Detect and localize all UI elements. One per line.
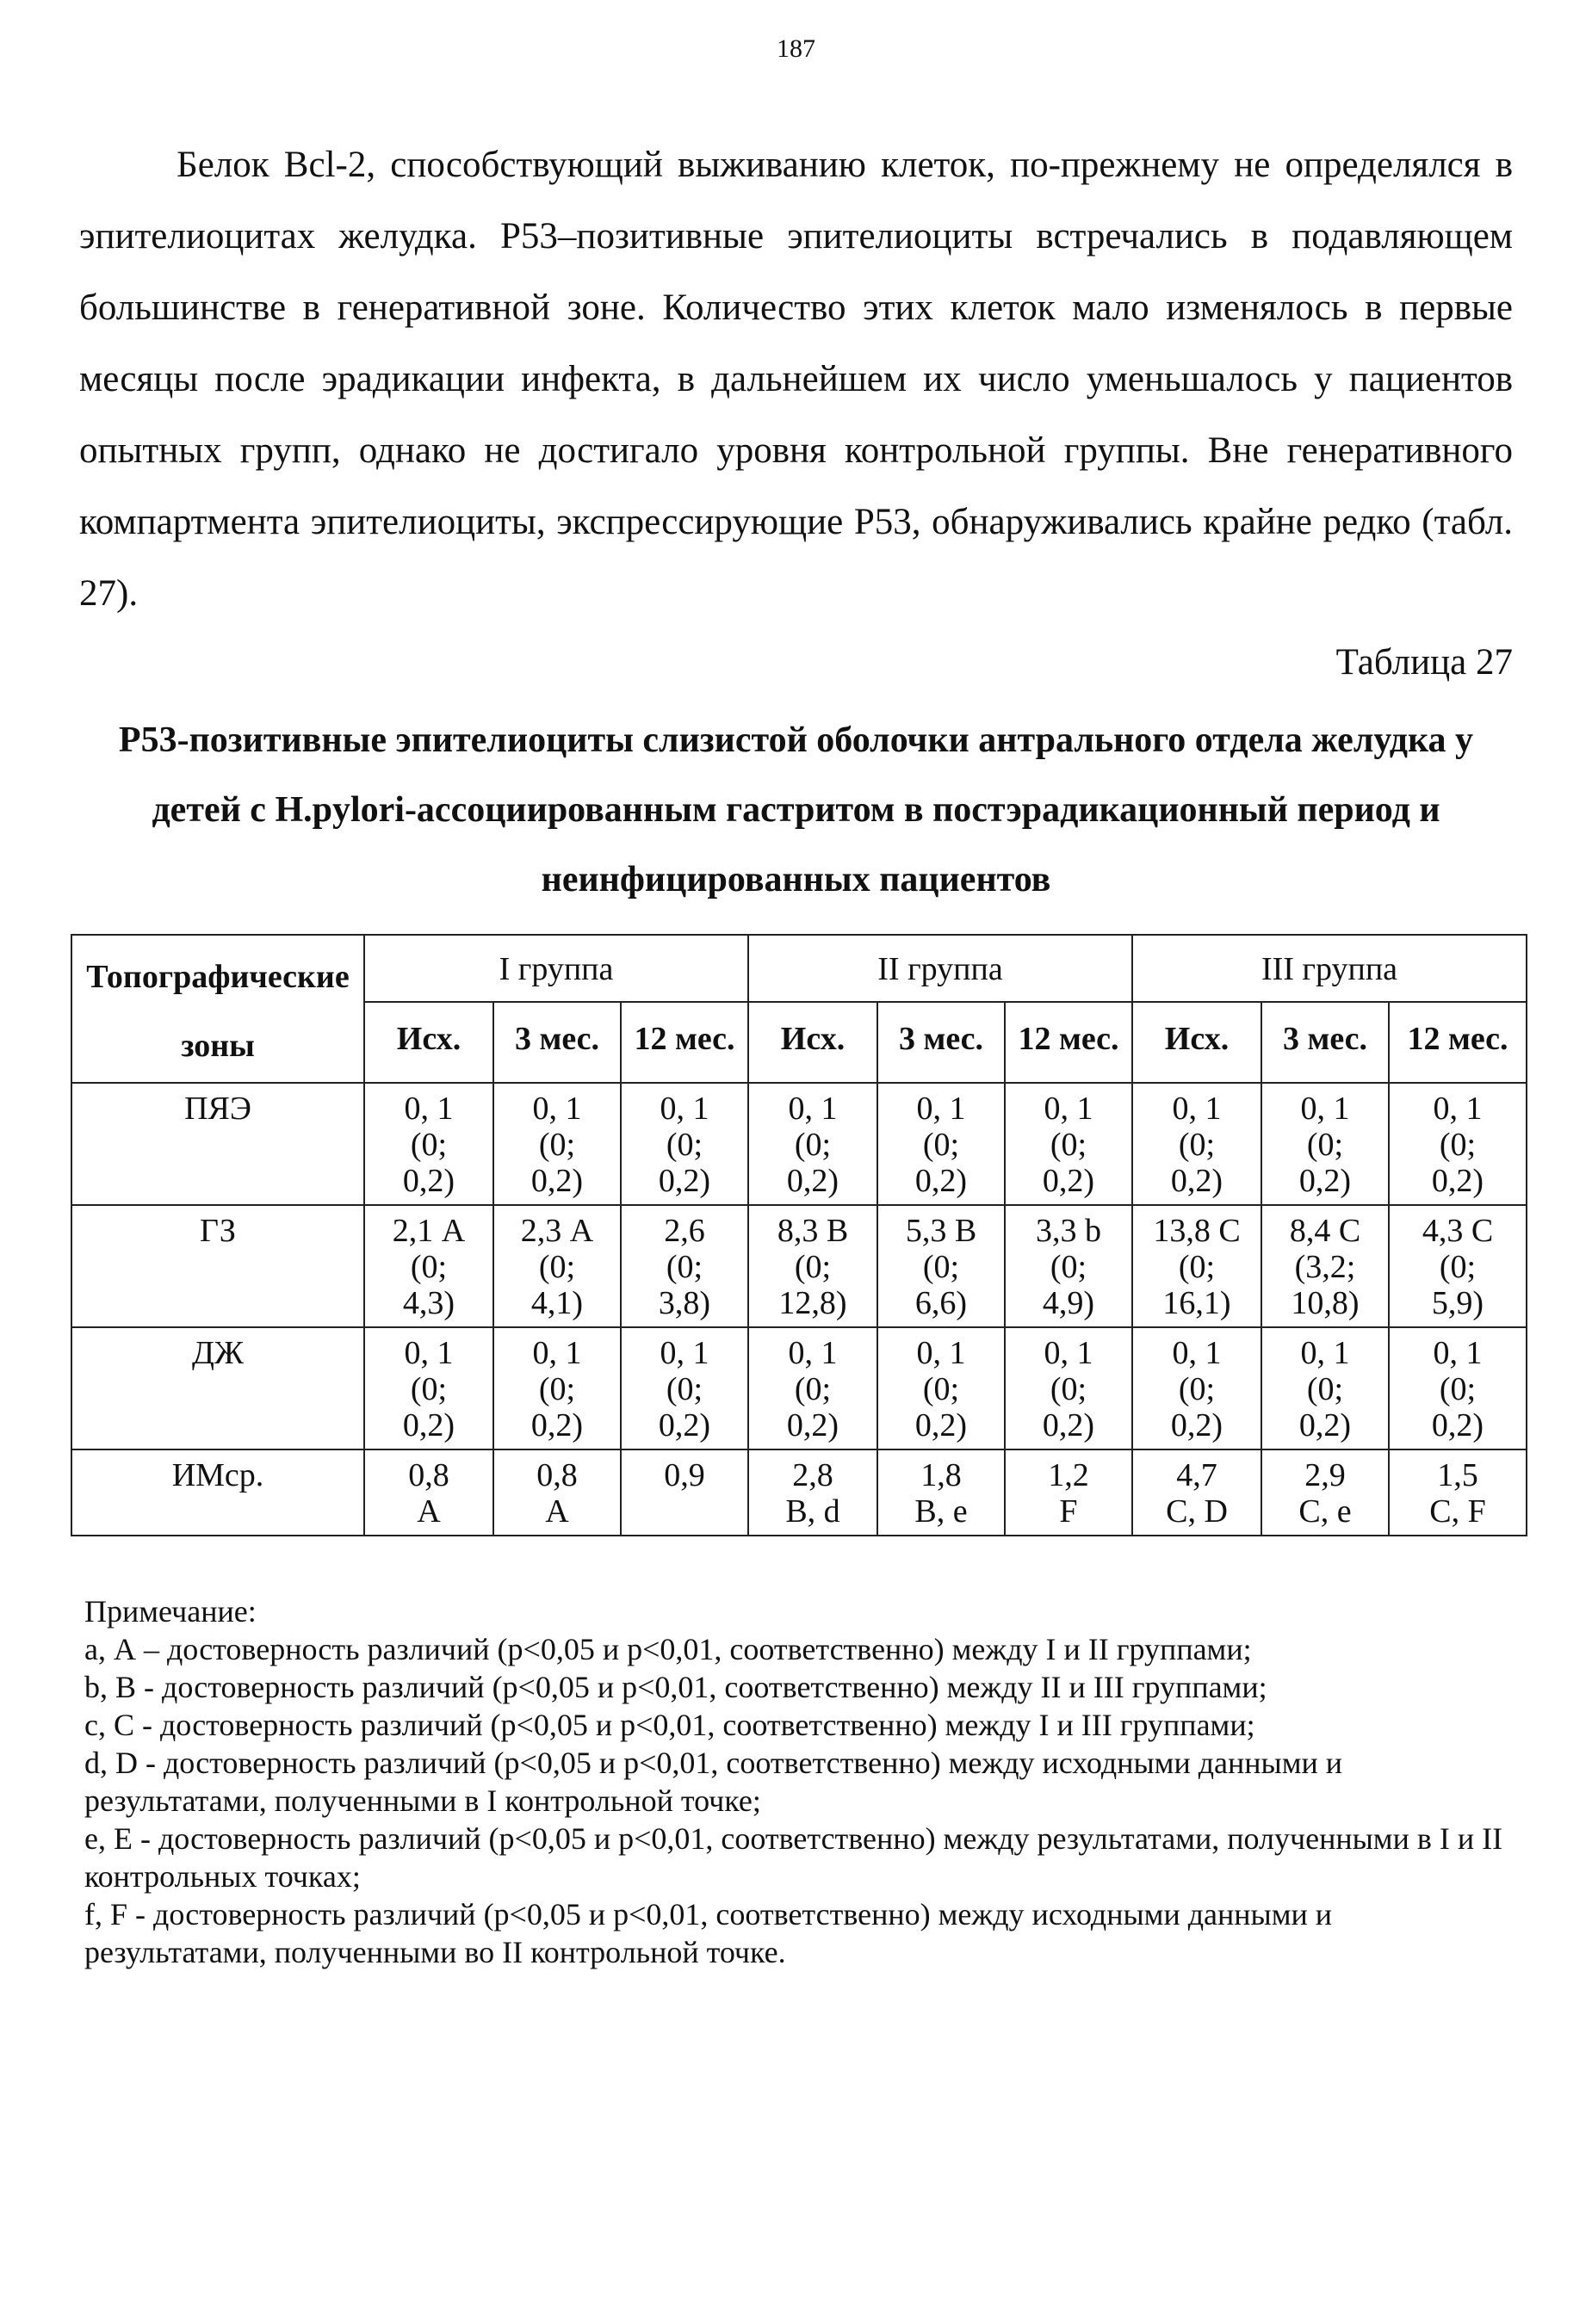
cell-value-line: 4,9) [1042, 1285, 1095, 1321]
cell-value-line: В, d [785, 1493, 840, 1530]
cell-value-line: 0, 1 [532, 1091, 582, 1127]
table-group-header-row [71, 935, 1527, 1002]
cell-value-line: 10,8) [1291, 1285, 1360, 1321]
cell-value-line: А [545, 1493, 569, 1530]
cell-value-line: (0; [1050, 1249, 1087, 1285]
value-cell [877, 1205, 1005, 1327]
cell-value-line: (0; [1178, 1127, 1216, 1163]
note-line: с, С - достоверность различий (р<0,05 и р<0,01, соответственно) между I и III группами; [84, 1708, 1255, 1742]
cell-value-line: 12,8) [778, 1285, 847, 1321]
value-cell [364, 1205, 493, 1327]
value-cell [877, 1327, 1005, 1449]
sub-header-3-months: 3 мес. [877, 1002, 1005, 1083]
sub-header-12-months: 12 мес. [1389, 1002, 1527, 1083]
value-cell [364, 1327, 493, 1449]
table-row [71, 1083, 1527, 1205]
cell-value-line: 2,8 [792, 1457, 833, 1493]
cell-value-line: (0; [666, 1371, 703, 1407]
cell-value-line: (0; [1439, 1249, 1477, 1285]
cell-value-line: 2,3 А [520, 1213, 594, 1249]
cell-value-line: 5,3 В [905, 1213, 977, 1249]
cell-value-line: 3,3 b [1036, 1213, 1101, 1249]
value-cell [748, 1449, 877, 1536]
table-label: Таблица 27 [1335, 642, 1513, 683]
value-cell [364, 1449, 493, 1536]
cell-value-line: (0; [794, 1371, 832, 1407]
cell-value-line: 0, 1 [1300, 1335, 1350, 1371]
cell-value-line: (3,2; [1294, 1249, 1356, 1285]
cell-value-line: 0,2) [914, 1163, 968, 1199]
cell-value-line: (0; [1050, 1371, 1087, 1407]
cell-value-line: 0,2) [1042, 1407, 1095, 1443]
value-cell [1261, 1327, 1389, 1449]
cell-value-line: 8,3 В [777, 1213, 849, 1249]
value-cell [493, 1449, 621, 1536]
cell-value-line: (0; [410, 1371, 448, 1407]
group-header-1: I группа [364, 935, 748, 1002]
cell-value-line: (0; [922, 1249, 960, 1285]
cell-value-line: 0, 1 [788, 1335, 838, 1371]
cell-value-line: (0; [410, 1249, 448, 1285]
cell-value-line: 1,5 [1437, 1457, 1478, 1493]
cell-value-line: (0; [538, 1127, 576, 1163]
cell-value-line: 0,2) [1170, 1163, 1223, 1199]
cell-value-line: (0; [1439, 1371, 1477, 1407]
value-cell [748, 1205, 877, 1327]
sub-header-12-months: 12 мес. [621, 1002, 748, 1083]
table-body [71, 1083, 1527, 1536]
sub-header-12-months: 12 мес. [1005, 1002, 1132, 1083]
cell-value-line: 0, 1 [532, 1335, 582, 1371]
cell-value-line: 16,1) [1162, 1285, 1231, 1321]
cell-value-line: 0,2) [914, 1407, 968, 1443]
value-cell [1005, 1083, 1132, 1205]
cell-value-line: 0,2) [786, 1163, 839, 1199]
note-line: f, F - достоверность различий (р<0,05 и р<0,01, соответственно) между исходными данными и результатами, полученными во II контрольной точке. [84, 1897, 1333, 1969]
cell-value-line: С, е [1298, 1493, 1352, 1530]
cell-value-line: (0; [410, 1127, 448, 1163]
cell-value-line: 0, 1 [1172, 1091, 1222, 1127]
cell-value-line: 0, 1 [788, 1091, 838, 1127]
cell-value-line: 0,8 [536, 1457, 578, 1493]
cell-value-line: 4,1) [530, 1285, 584, 1321]
cell-value-line: (0; [538, 1371, 576, 1407]
cell-value-line: (0; [666, 1127, 703, 1163]
cell-value-line: 0,8 [408, 1457, 449, 1493]
cell-value-line: 0, 1 [1044, 1091, 1093, 1127]
cell-value-line: 3,8) [658, 1285, 711, 1321]
value-cell [877, 1449, 1005, 1536]
cell-value-line: 8,4 С [1289, 1213, 1361, 1249]
cell-value-line: 2,9 [1304, 1457, 1346, 1493]
cell-value-line: 0, 1 [1433, 1091, 1483, 1127]
value-cell [621, 1327, 748, 1449]
value-cell [1261, 1083, 1389, 1205]
cell-value-line: (0; [1439, 1127, 1477, 1163]
cell-value-line: 0,2) [402, 1163, 455, 1199]
cell-value-line: 0, 1 [916, 1335, 966, 1371]
value-cell [364, 1083, 493, 1205]
cell-value-line: (0; [666, 1249, 703, 1285]
zone-cell: ИМср. [71, 1449, 364, 1536]
cell-value-line: 0,2) [1170, 1407, 1223, 1443]
cell-value-line: С, D [1166, 1493, 1228, 1530]
cell-value-line: 0, 1 [1433, 1335, 1483, 1371]
cell-value-line: 0,2) [1431, 1407, 1484, 1443]
cell-value-line: (0; [1178, 1371, 1216, 1407]
zone-cell: ГЗ [71, 1205, 364, 1327]
group-header-3: III группа [1132, 935, 1527, 1002]
cell-value-line: 0,2) [658, 1163, 711, 1199]
value-cell [1389, 1205, 1527, 1327]
cell-value-line: (0; [794, 1249, 832, 1285]
table-row [71, 1205, 1527, 1327]
cell-value-line: (0; [794, 1127, 832, 1163]
value-cell [1005, 1449, 1132, 1536]
cell-value-line: 0,2) [1298, 1407, 1352, 1443]
cell-value-line: 0, 1 [660, 1091, 709, 1127]
cell-value-line: 2,6 [664, 1213, 705, 1249]
cell-value-line: 4,3 С [1422, 1213, 1494, 1249]
cell-value-line: 0,2) [786, 1407, 839, 1443]
cell-value-line: (0; [538, 1249, 576, 1285]
value-cell [1389, 1083, 1527, 1205]
cell-value-line: (0; [922, 1127, 960, 1163]
cell-value-line: 0,2) [402, 1407, 455, 1443]
page-number: 187 [777, 34, 815, 63]
value-cell [493, 1083, 621, 1205]
value-cell [1132, 1205, 1261, 1327]
cell-value-line: 0, 1 [660, 1335, 709, 1371]
value-cell [1132, 1083, 1261, 1205]
cell-value-line: (0; [1178, 1249, 1216, 1285]
value-cell [1005, 1327, 1132, 1449]
value-cell [1261, 1449, 1389, 1536]
value-cell [1005, 1205, 1132, 1327]
cell-value-line: 13,8 С [1153, 1213, 1241, 1249]
cell-value-line: 4,7 [1176, 1457, 1217, 1493]
table-row [71, 1449, 1527, 1536]
data-table [71, 934, 1527, 1536]
sub-header-3-months: 3 мес. [493, 1002, 621, 1083]
cell-value-line: (0; [1306, 1127, 1344, 1163]
cell-value-line: (0; [1050, 1127, 1087, 1163]
sub-header-initial: Исх. [364, 1002, 493, 1083]
cell-value-line: В, е [914, 1493, 968, 1530]
value-cell [1389, 1449, 1527, 1536]
cell-value-line: А [417, 1493, 441, 1530]
note-line: е, Е - достоверность различий (р<0,05 и р<0,01, соответственно) между результатами, полученными в I и II контрольных точках; [84, 1821, 1503, 1894]
cell-value-line: 0,2) [530, 1407, 584, 1443]
table-title: Р53-позитивные эпителиоциты слизистой оболочки антрального отдела желудка у детей с H.pylori-ассоциированным гастритом в постэрадикационный период и неинфицированных пациентов [118, 720, 1474, 899]
value-cell [877, 1083, 1005, 1205]
cell-value-line: 0, 1 [404, 1335, 454, 1371]
zone-column-header: Топографические зоны [71, 935, 364, 1083]
value-cell [493, 1205, 621, 1327]
table-notes [84, 1592, 1514, 1971]
group-header-2: II группа [748, 935, 1132, 1002]
table-row [71, 1327, 1527, 1449]
value-cell [748, 1327, 877, 1449]
value-cell [621, 1449, 748, 1536]
cell-value-line: 1,2 [1048, 1457, 1089, 1493]
note-line: d, D - достоверность различий (р<0,05 и р<0,01, соответственно) между исходными данными и результатами, полученными в I контрольной точке; [84, 1746, 1343, 1818]
cell-value-line: 2,1 А [392, 1213, 466, 1249]
sub-header-initial: Исх. [748, 1002, 877, 1083]
cell-value-line: 0, 1 [1172, 1335, 1222, 1371]
cell-value-line: 0,2) [530, 1163, 584, 1199]
value-cell [493, 1327, 621, 1449]
cell-value-line: 0,2) [1298, 1163, 1352, 1199]
cell-value-line: 0,2) [1431, 1163, 1484, 1199]
note-line: b, В - достоверность различий (р<0,05 и р<0,01, соответственно) между II и III группами; [84, 1670, 1267, 1704]
value-cell [748, 1083, 877, 1205]
cell-value-line: 0,9 [664, 1457, 705, 1493]
cell-value-line: (0; [1306, 1371, 1344, 1407]
sub-header-3-months: 3 мес. [1261, 1002, 1389, 1083]
cell-value-line: 0, 1 [404, 1091, 454, 1127]
cell-value-line: (0; [922, 1371, 960, 1407]
cell-value-line: 6,6) [914, 1285, 968, 1321]
cell-value-line: 0, 1 [1300, 1091, 1350, 1127]
zone-cell: ПЯЭ [71, 1083, 364, 1205]
value-cell [1132, 1327, 1261, 1449]
notes-heading: Примечание: [84, 1594, 257, 1629]
cell-value-line: С, F [1429, 1493, 1486, 1530]
cell-value-line: 0,2) [1042, 1163, 1095, 1199]
cell-value-line: 5,9) [1431, 1285, 1484, 1321]
zone-cell: ДЖ [71, 1327, 364, 1449]
cell-value-line: F [1059, 1493, 1078, 1530]
value-cell [621, 1083, 748, 1205]
cell-value-line: 4,3) [402, 1285, 455, 1321]
cell-value-line: 1,8 [920, 1457, 962, 1493]
value-cell [621, 1205, 748, 1327]
body-paragraph: Белок Bcl-2, способствующий выживанию клеток, по-прежнему не определялся в эпителиоцитах желудка. Р53–позитивные эпителиоциты встречались в подавляющем большинстве в генеративной зоне. Количество этих клеток мало изменялось в первые месяцы после эрадикации инфекта, в дальнейшем их число уменьшалось у пациентов опытных групп, однако не достигало уровня контрольной группы. Вне генеративного компартмента эпителиоциты, экспрессирующие Р53, обнаруживались крайне редко (табл. 27). [79, 145, 1513, 614]
sub-header-initial: Исх. [1132, 1002, 1261, 1083]
cell-value-line: 0,2) [658, 1407, 711, 1443]
note-line: а, А – достоверность различий (р<0,05 и р<0,01, соответственно) между I и II группами; [84, 1632, 1252, 1666]
cell-value-line: 0, 1 [1044, 1335, 1093, 1371]
value-cell [1389, 1327, 1527, 1449]
value-cell [1261, 1205, 1389, 1327]
value-cell [1132, 1449, 1261, 1536]
cell-value-line: 0, 1 [916, 1091, 966, 1127]
